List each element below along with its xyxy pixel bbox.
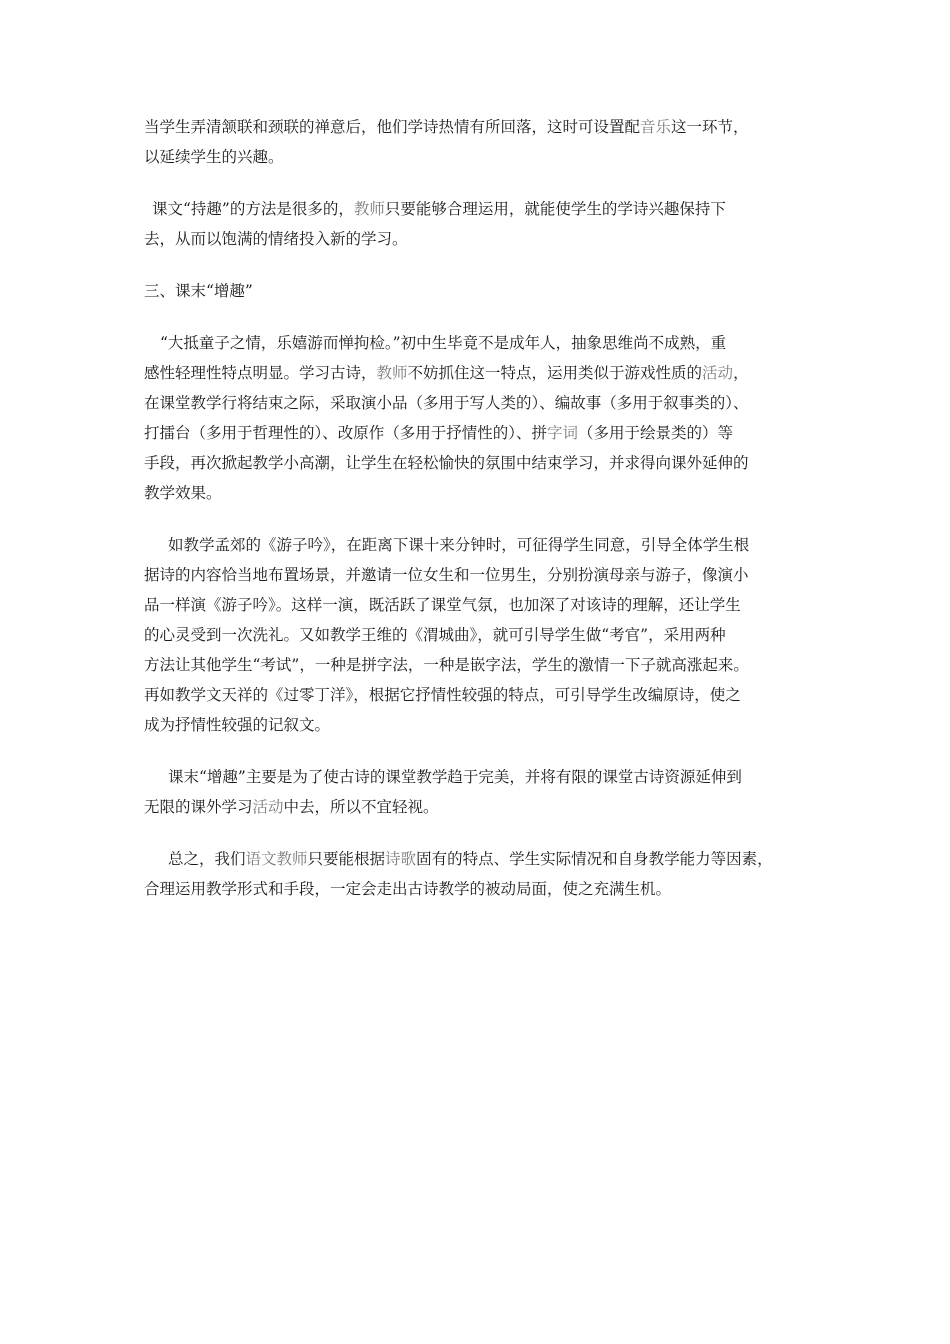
- text-run: 品一样演《游子吟》。这样一演，既活跃了课堂气氛，也加深了对该诗的理解，还让学生: [144, 596, 741, 614]
- keyword-link[interactable]: 诗歌: [385, 850, 417, 868]
- text-line: [144, 448, 814, 478]
- document-page: [144, 112, 814, 904]
- keyword-link[interactable]: 活动: [252, 798, 284, 816]
- paragraph-p3: [144, 328, 814, 508]
- paragraph-p4: [144, 530, 814, 740]
- text-line: [144, 224, 814, 254]
- text-run: 在课堂教学行将结束之际，采取演小品（多用于写人类的）、编故事（多用于叙事类的）、: [144, 394, 749, 412]
- text-run: 以延续学生的兴趣。: [144, 148, 284, 166]
- text-run: 课末“增趣”主要是为了使古诗的课堂教学趋于完美，并将有限的课堂古诗资源延伸到: [168, 768, 742, 786]
- text-line: [144, 560, 814, 590]
- text-line: [144, 358, 814, 388]
- text-line: [144, 792, 814, 822]
- text-run: 去，从而以饱满的情绪投入新的学习。: [144, 230, 408, 248]
- text-line: [144, 530, 814, 560]
- text-run: 的心灵受到一次洗礼。又如教学王维的《渭城曲》，就可引导学生做“考官”，采用两种: [144, 626, 726, 644]
- section-heading: [144, 276, 814, 306]
- text-run: 这一环节，: [671, 118, 749, 136]
- text-run: 方法让其他学生“考试”，一种是拼字法，一种是嵌字法，学生的激情一下子就高涨起来。: [144, 656, 749, 674]
- text-run: 感性轻理性特点明显。学习古诗，: [144, 364, 377, 382]
- text-run: 中去，所以不宜轻视。: [283, 798, 439, 816]
- text-line: [144, 328, 814, 358]
- text-run: ，: [733, 364, 749, 382]
- text-line: [144, 388, 814, 418]
- text-line: [144, 194, 814, 224]
- text-run: 只要能够合理运用，就能使学生的学诗兴趣保持下: [384, 200, 726, 218]
- text-line: [144, 142, 814, 172]
- paragraph-gap: [144, 306, 814, 328]
- text-run: 如教学孟郊的《游子吟》，在距离下课十来分钟时，可征得学生同意，引导全体学生根: [168, 536, 750, 554]
- paragraph-gap: [144, 822, 814, 844]
- text-line: [144, 112, 814, 142]
- text-run: 据诗的内容恰当地布置场景，并邀请一位女生和一位男生，分别扮演母亲与游子，像演小: [144, 566, 749, 584]
- text-run: 成为抒情性较强的记叙文。: [144, 716, 331, 734]
- text-run: 无限的课外学习: [144, 798, 253, 816]
- text-run: 再如教学文天祥的《过零丁洋》，根据它抒情性较强的特点，可引导学生改编原诗，使之: [144, 686, 741, 704]
- paragraph-p5: [144, 762, 814, 822]
- text-line: [144, 620, 814, 650]
- text-run: 教学效果。: [144, 484, 222, 502]
- text-run: 合理运用教学形式和手段，一定会走出古诗教学的被动局面，使之充满生机。: [144, 880, 672, 898]
- paragraph-p2: [144, 194, 814, 254]
- text-line: [144, 418, 814, 448]
- text-line: [144, 650, 814, 680]
- text-line: [144, 590, 814, 620]
- paragraph-gap: [144, 254, 814, 276]
- text-run: 固有的特点、学生实际情况和自身教学能力等因素，: [416, 850, 773, 868]
- text-line: [144, 276, 814, 306]
- paragraph-p1: [144, 112, 814, 172]
- keyword-link[interactable]: 字词: [547, 424, 579, 442]
- text-run: 手段，再次掀起教学小高潮，让学生在轻松愉快的氛围中结束学习，并求得向课外延伸的: [144, 454, 749, 472]
- paragraph-gap: [144, 508, 814, 530]
- keyword-link[interactable]: 语文教师: [245, 850, 308, 868]
- text-line: [144, 762, 814, 792]
- text-run: 课文“持趣”的方法是很多的，: [152, 200, 354, 218]
- keyword-link[interactable]: 活动: [702, 364, 734, 382]
- text-line: [144, 478, 814, 508]
- text-run: 当学生弄清颔联和颈联的禅意后，他们学诗热情有所回落，这时可设置配: [144, 118, 641, 136]
- text-line: [144, 680, 814, 710]
- paragraph-gap: [144, 740, 814, 762]
- text-run: 只要能根据: [307, 850, 386, 868]
- keyword-link[interactable]: 教师: [353, 200, 385, 218]
- keyword-link[interactable]: 教师: [376, 364, 408, 382]
- keyword-link[interactable]: 音乐: [640, 118, 672, 136]
- text-run: 三、课末“增趣”: [144, 282, 253, 300]
- text-run: （多用于绘景类的）等: [578, 424, 734, 442]
- text-line: [144, 844, 814, 874]
- text-line: [144, 874, 814, 904]
- text-run: 不妨抓住这一特点，运用类似于游戏性质的: [407, 364, 703, 382]
- paragraph-p6: [144, 844, 814, 904]
- text-run: “大抵童子之情，乐嬉游而惮拘检。”初中生毕竟不是成年人，抽象思维尚不成熟，重: [160, 334, 727, 352]
- paragraph-gap: [144, 172, 814, 194]
- text-line: [144, 710, 814, 740]
- text-run: 总之，我们: [168, 850, 246, 868]
- text-run: 打擂台（多用于哲理性的）、改原作（多用于抒情性的）、拼: [144, 424, 548, 442]
